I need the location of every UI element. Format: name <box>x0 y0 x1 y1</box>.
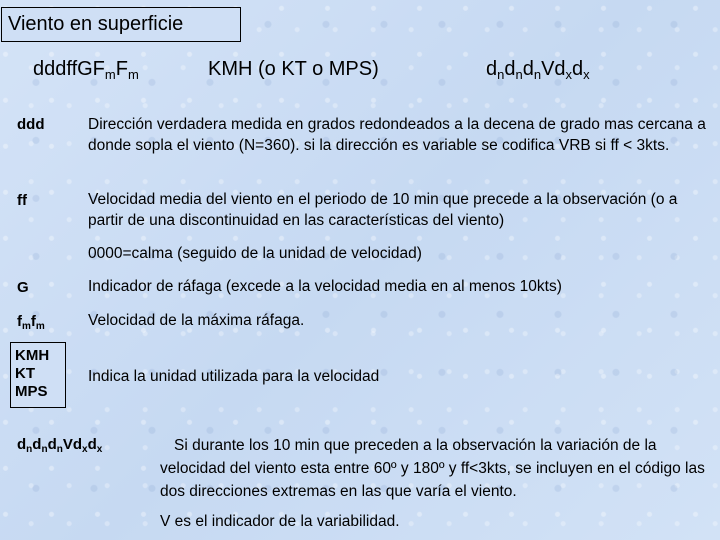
code-sub: m <box>104 67 116 82</box>
description-variability: Si durante los 10 min que preceden a la observación la variación de la velocidad del viento esta entre 60º y 180º y ff<3kts, se incluyen en el código las dos direcciones extremas en las que varía el viento. <box>160 437 705 500</box>
description-ff-calm: 0000=calma (seguido de la unidad de velocidad) <box>88 245 422 262</box>
code-sub: n <box>497 67 505 82</box>
code-variability <box>486 58 590 82</box>
label-variability <box>17 436 102 455</box>
code-part: d <box>486 58 498 80</box>
label-part: d <box>87 436 97 453</box>
label-part: d <box>17 436 27 453</box>
code-format-wind <box>33 58 139 82</box>
label-g: G <box>17 279 29 296</box>
code-sub: n <box>533 67 542 82</box>
label-fmfm <box>17 313 45 332</box>
code-part: V <box>541 58 555 80</box>
label-part: f <box>30 313 36 330</box>
variability-indicator-note: V es el indicador de la variabilidad. <box>160 513 400 530</box>
label-sub: n <box>56 444 63 455</box>
label-ff: ff <box>17 192 27 209</box>
description-ff: Velocidad media del viento en el periodo de 10 min que precede a la observación (o a partir de una discontinuidad en las características del viento) <box>88 191 678 229</box>
label-part: d <box>72 436 83 453</box>
label-sub: x <box>96 444 103 455</box>
description-units: Indica la unidad utilizada para la velocidad <box>88 368 380 385</box>
code-sub: m <box>127 67 139 82</box>
slide-title: Viento en superficie <box>1 7 241 42</box>
description-g: Indicador de ráfaga (excede a la velocidad media en al menos 10kts) <box>88 278 562 295</box>
label-part: d <box>32 436 42 453</box>
description-ddd: Dirección verdadera medida en grados redondeados a la decena de grado mas cercana a donde sopla el viento (N=360). si la dirección es variable se codifica VRB si ff < 3kts. <box>88 116 706 154</box>
code-part: GF <box>77 58 105 80</box>
label-sub: m <box>22 321 31 332</box>
label-part: f <box>17 313 22 330</box>
code-part: d <box>504 58 516 80</box>
code-sub: n <box>515 67 523 82</box>
unit-kmh: KMH <box>15 347 50 364</box>
label-sub: n <box>41 444 48 455</box>
code-part: dddff <box>33 58 78 80</box>
code-part: d <box>522 58 534 80</box>
label-sub: n <box>26 444 33 455</box>
label-sub: x <box>82 444 88 455</box>
code-part: d <box>554 58 566 80</box>
label-ddd: ddd <box>17 116 45 133</box>
label-part: d <box>47 436 57 453</box>
unit-kt: KT <box>15 365 35 382</box>
code-part: F <box>115 58 128 80</box>
units-label-box <box>10 342 66 408</box>
label-sub: m <box>35 321 45 332</box>
code-part: d <box>572 58 584 80</box>
code-units: KMH (o KT o MPS) <box>208 58 379 80</box>
description-fmfm: Velocidad de la máxima ráfaga. <box>88 312 305 329</box>
label-part: V <box>62 436 73 453</box>
unit-mps: MPS <box>15 383 48 400</box>
code-sub: x <box>583 67 590 82</box>
code-sub: x <box>565 67 573 82</box>
